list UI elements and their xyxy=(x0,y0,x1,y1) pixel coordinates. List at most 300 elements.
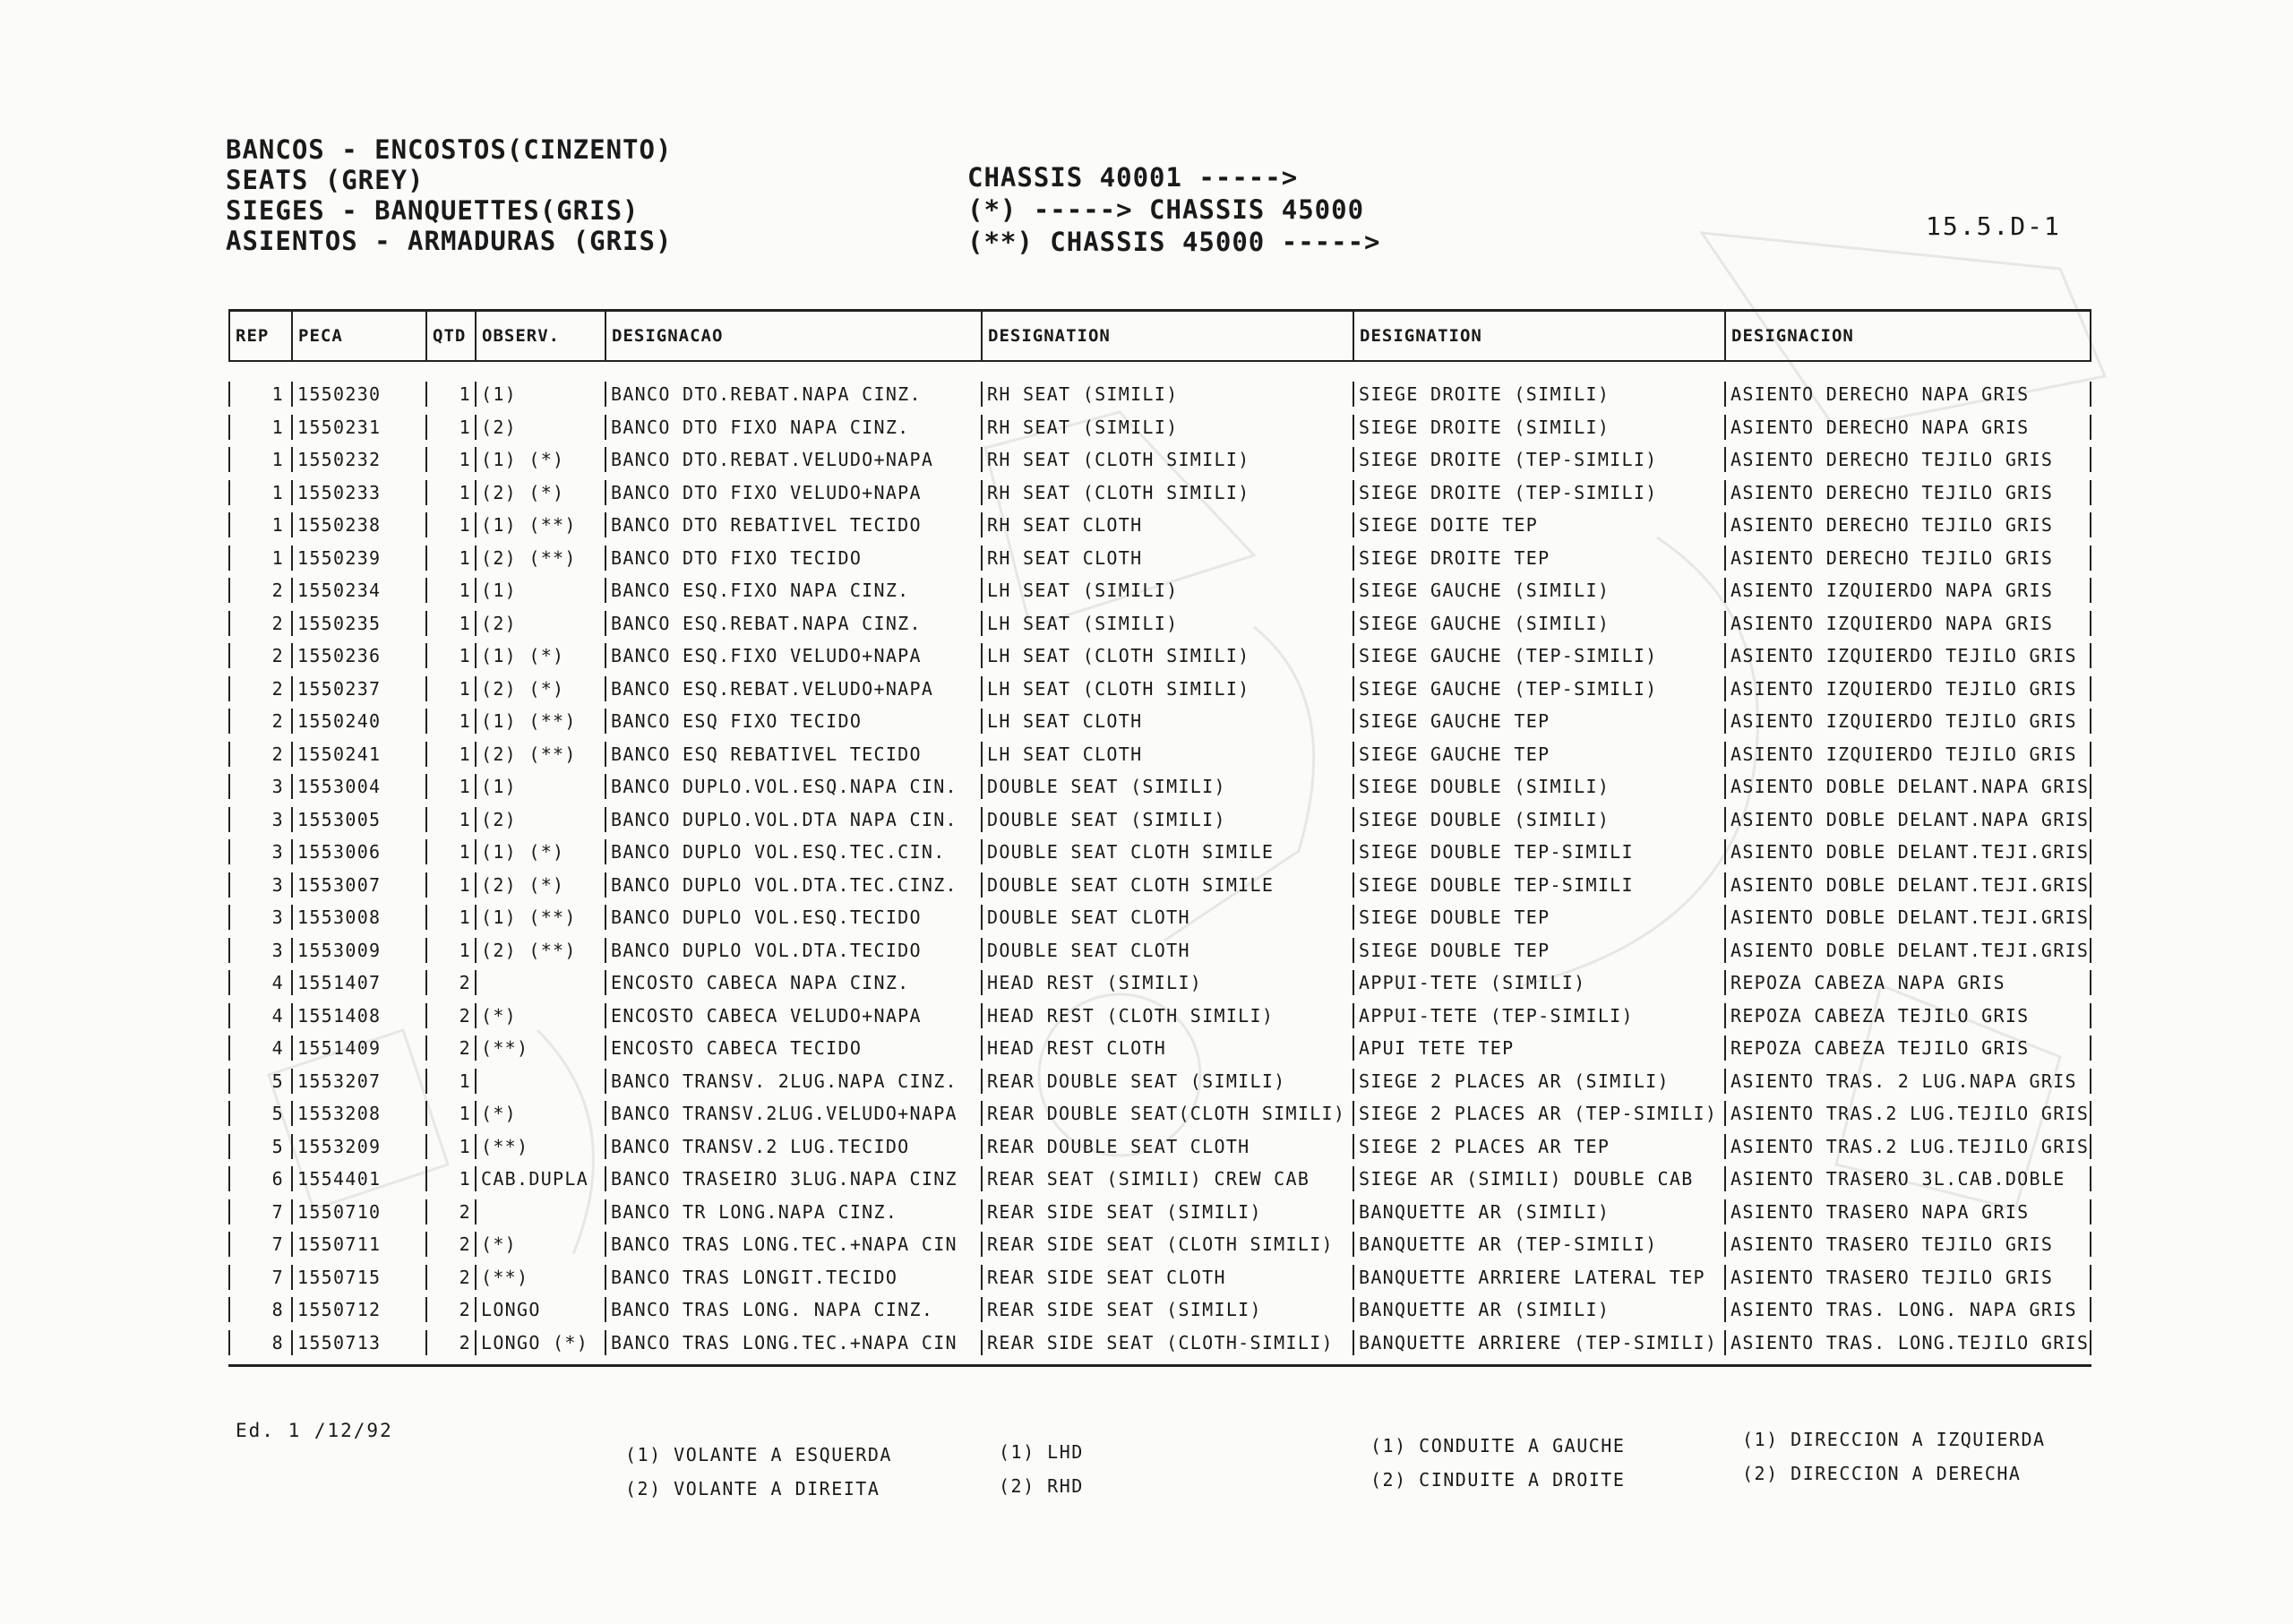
cell-peca: 1553209 xyxy=(291,1134,425,1159)
cell-designacion: ASIENTO TRAS.2 LUG.TEJILO GRIS xyxy=(1724,1101,2091,1126)
table-row xyxy=(228,509,2091,542)
cell-designacion: ASIENTO DOBLE DELANT.TEJI.GRIS xyxy=(1724,938,2091,963)
cell-designacao: BANCO DTO REBATIVEL TECIDO xyxy=(605,512,981,537)
table-row xyxy=(228,1261,2091,1294)
cell-designation-en: DOUBLE SEAT CLOTH SIMILE xyxy=(981,872,1353,898)
cell-designation-en: LH SEAT (SIMILI) xyxy=(981,578,1353,603)
cell-designation-en: DOUBLE SEAT CLOTH SIMILE xyxy=(981,839,1353,864)
cell-peca: 1550712 xyxy=(291,1297,425,1322)
cell-designacion: ASIENTO TRASERO 3L.CAB.DOBLE xyxy=(1724,1166,2091,1191)
cell-designation-en: LH SEAT CLOTH xyxy=(981,709,1353,734)
cell-rep: 3 xyxy=(228,839,291,864)
cell-designacion: REPOZA CABEZA TEJILO GRIS xyxy=(1724,1003,2091,1028)
cell-designation-en: HEAD REST CLOTH xyxy=(981,1035,1353,1061)
cell-designacao: BANCO TRANSV. 2LUG.NAPA CINZ. xyxy=(605,1069,981,1094)
cell-designation-fr: APUI TETE TEP xyxy=(1353,1035,1724,1061)
cell-designation-en: DOUBLE SEAT (SIMILI) xyxy=(981,774,1353,799)
cell-peca: 1550235 xyxy=(291,611,425,636)
cell-qty: 1 xyxy=(425,676,475,701)
title-line-pt: BANCOS - ENCOSTOS(CINZENTO) xyxy=(226,134,673,165)
cell-rep: 2 xyxy=(228,611,291,636)
table-row xyxy=(228,705,2091,738)
cell-observ: (1) (*) xyxy=(475,839,605,864)
cell-rep: 2 xyxy=(228,643,291,668)
cell-rep: 1 xyxy=(228,382,291,407)
cell-designation-fr: BANQUETTE ARRIERE LATERAL TEP xyxy=(1353,1265,1724,1290)
cell-designation-fr: APPUI-TETE (TEP-SIMILI) xyxy=(1353,1003,1724,1028)
cell-rep: 7 xyxy=(228,1265,291,1290)
page-reference: 15.5.D-1 xyxy=(1926,211,2061,241)
cell-qty: 2 xyxy=(425,1330,475,1355)
cell-designacao: BANCO DTO FIXO NAPA CINZ. xyxy=(605,415,981,440)
cell-designacao: BANCO TRANSV.2LUG.VELUDO+NAPA xyxy=(605,1101,981,1126)
cell-observ: (**) xyxy=(475,1035,605,1061)
table-row xyxy=(228,934,2091,967)
cell-rep: 2 xyxy=(228,578,291,603)
cell-qty: 2 xyxy=(425,1003,475,1028)
header-designacao: DESIGNACAO xyxy=(605,312,981,360)
cell-designacao: BANCO TRAS LONG.TEC.+NAPA CIN xyxy=(605,1232,981,1257)
cell-designation-fr: SIEGE DOUBLE TEP xyxy=(1353,905,1724,930)
cell-peca: 1551407 xyxy=(291,970,425,995)
table-row xyxy=(228,1130,2091,1164)
cell-designation-fr: BANQUETTE AR (SIMILI) xyxy=(1353,1297,1724,1322)
cell-observ: (*) xyxy=(475,1232,605,1257)
cell-peca: 1553009 xyxy=(291,938,425,963)
cell-designation-fr: SIEGE GAUCHE (TEP-SIMILI) xyxy=(1353,676,1724,701)
cell-designacion: ASIENTO TRAS. LONG. NAPA GRIS xyxy=(1724,1297,2091,1322)
cell-peca: 1553005 xyxy=(291,807,425,832)
cell-rep: 3 xyxy=(228,807,291,832)
cell-designacao: BANCO DUPLO VOL.DTA.TECIDO xyxy=(605,938,981,963)
cell-designacao: BANCO DUPLO.VOL.DTA NAPA CIN. xyxy=(605,807,981,832)
cell-peca: 1550234 xyxy=(291,578,425,603)
cell-designation-en: RH SEAT (SIMILI) xyxy=(981,415,1353,440)
cell-peca: 1550231 xyxy=(291,415,425,440)
table-body xyxy=(228,362,2091,1367)
legend-pt-2: (2) VOLANTE A DIREITA xyxy=(625,1478,880,1499)
cell-designation-fr: SIEGE DOUBLE TEP-SIMILI xyxy=(1353,839,1724,864)
cell-designacao: ENCOSTO CABECA TECIDO xyxy=(605,1035,981,1061)
table-row xyxy=(228,477,2091,510)
cell-rep: 5 xyxy=(228,1101,291,1126)
cell-designacao: BANCO ESQ.REBAT.NAPA CINZ. xyxy=(605,611,981,636)
legend-es-2: (2) DIRECCION A DERECHA xyxy=(1742,1463,2022,1484)
header-rep: REP xyxy=(228,312,291,360)
cell-rep: 2 xyxy=(228,676,291,701)
cell-designacao: BANCO DUPLO.VOL.ESQ.NAPA CIN. xyxy=(605,774,981,799)
cell-rep: 1 xyxy=(228,480,291,505)
cell-designation-fr: SIEGE GAUCHE TEP xyxy=(1353,709,1724,734)
cell-qty: 2 xyxy=(425,1199,475,1224)
cell-designation-fr: SIEGE DROITE (TEP-SIMILI) xyxy=(1353,447,1724,472)
table-row xyxy=(228,1196,2091,1229)
cell-designacao: BANCO TRAS LONGIT.TECIDO xyxy=(605,1265,981,1290)
cell-designacao: BANCO DUPLO VOL.ESQ.TEC.CIN. xyxy=(605,839,981,864)
cell-designacion: ASIENTO TRAS. LONG.TEJILO GRIS xyxy=(1724,1330,2091,1355)
legend-es-1: (1) DIRECCION A IZQUIERDA xyxy=(1742,1429,2046,1450)
cell-designation-fr: SIEGE 2 PLACES AR (SIMILI) xyxy=(1353,1069,1724,1094)
cell-qty: 1 xyxy=(425,512,475,537)
cell-rep: 1 xyxy=(228,447,291,472)
cell-designation-fr: SIEGE AR (SIMILI) DOUBLE CAB xyxy=(1353,1166,1724,1191)
cell-designacao: BANCO DTO FIXO TECIDO xyxy=(605,546,981,571)
cell-qty: 1 xyxy=(425,447,475,472)
cell-observ: (*) xyxy=(475,1003,605,1028)
cell-designation-en: RH SEAT (CLOTH SIMILI) xyxy=(981,480,1353,505)
cell-rep: 1 xyxy=(228,512,291,537)
cell-qty: 2 xyxy=(425,970,475,995)
cell-designacion: ASIENTO DOBLE DELANT.TEJI.GRIS xyxy=(1724,905,2091,930)
cell-designacion: ASIENTO IZQUIERDO TEJILO GRIS xyxy=(1724,676,2091,701)
cell-designacao: BANCO ESQ.FIXO NAPA CINZ. xyxy=(605,578,981,603)
cell-designation-fr: SIEGE GAUCHE TEP xyxy=(1353,742,1724,767)
cell-peca: 1550713 xyxy=(291,1330,425,1355)
cell-observ: (1) xyxy=(475,774,605,799)
cell-designation-fr: BANQUETTE AR (TEP-SIMILI) xyxy=(1353,1232,1724,1257)
cell-peca: 1550238 xyxy=(291,512,425,537)
cell-observ: (1) (*) xyxy=(475,447,605,472)
title-block xyxy=(226,134,672,256)
cell-rep: 5 xyxy=(228,1134,291,1159)
cell-designacao: BANCO ESQ FIXO TECIDO xyxy=(605,709,981,734)
cell-designacao: BANCO ESQ.FIXO VELUDO+NAPA xyxy=(605,643,981,668)
cell-peca: 1553007 xyxy=(291,872,425,898)
cell-designation-fr: SIEGE DROITE (SIMILI) xyxy=(1353,415,1724,440)
cell-designacion: ASIENTO DOBLE DELANT.TEJI.GRIS xyxy=(1724,839,2091,864)
cell-peca: 1550711 xyxy=(291,1232,425,1257)
cell-designacion: ASIENTO DERECHO TEJILO GRIS xyxy=(1724,546,2091,571)
cell-designacion: REPOZA CABEZA TEJILO GRIS xyxy=(1724,1035,2091,1061)
table-row xyxy=(228,443,2091,477)
cell-peca: 1553207 xyxy=(291,1069,425,1094)
cell-designation-fr: SIEGE GAUCHE (TEP-SIMILI) xyxy=(1353,643,1724,668)
cell-qty: 1 xyxy=(425,1069,475,1094)
cell-observ: LONGO xyxy=(475,1297,605,1322)
header-peca: PECA xyxy=(291,312,425,360)
cell-designation-en: HEAD REST (CLOTH SIMILI) xyxy=(981,1003,1353,1028)
cell-designation-fr: BANQUETTE AR (SIMILI) xyxy=(1353,1199,1724,1224)
cell-designacion: ASIENTO IZQUIERDO TEJILO GRIS xyxy=(1724,742,2091,767)
cell-peca: 1551408 xyxy=(291,1003,425,1028)
cell-designacion: ASIENTO TRASERO TEJILO GRIS xyxy=(1724,1232,2091,1257)
cell-designation-en: DOUBLE SEAT CLOTH xyxy=(981,938,1353,963)
legend-en-2: (2) RHD xyxy=(999,1475,1084,1497)
cell-observ: LONGO (*) xyxy=(475,1330,605,1355)
cell-designacion: ASIENTO TRASERO NAPA GRIS xyxy=(1724,1199,2091,1224)
table-row xyxy=(228,1293,2091,1327)
cell-rep: 4 xyxy=(228,1003,291,1028)
cell-designation-en: RH SEAT CLOTH xyxy=(981,546,1353,571)
cell-qty: 1 xyxy=(425,382,475,407)
table-row xyxy=(228,901,2091,934)
cell-observ: (1) xyxy=(475,578,605,603)
cell-rep: 3 xyxy=(228,905,291,930)
header-qty: QTD xyxy=(425,312,475,360)
cell-qty: 2 xyxy=(425,1297,475,1322)
cell-designacao: BANCO ESQ.REBAT.VELUDO+NAPA xyxy=(605,676,981,701)
table-row xyxy=(228,836,2091,869)
cell-observ: (2) (**) xyxy=(475,742,605,767)
cell-observ: (**) xyxy=(475,1134,605,1159)
header-designacion: DESIGNACION xyxy=(1724,312,2091,360)
table-row xyxy=(228,770,2091,803)
cell-peca: 1550230 xyxy=(291,382,425,407)
cell-peca: 1550236 xyxy=(291,643,425,668)
cell-designation-en: LH SEAT (CLOTH SIMILI) xyxy=(981,643,1353,668)
title-line-fr: SIEGES - BANQUETTES(GRIS) xyxy=(226,195,640,226)
cell-qty: 2 xyxy=(425,1035,475,1061)
cell-rep: 2 xyxy=(228,709,291,734)
table-row xyxy=(228,574,2091,607)
table-row xyxy=(228,607,2091,640)
cell-qty: 1 xyxy=(425,709,475,734)
cell-designation-en: REAR DOUBLE SEAT CLOTH xyxy=(981,1134,1353,1159)
legend-fr xyxy=(1370,1429,1625,1497)
cell-designation-fr: SIEGE DOUBLE TEP xyxy=(1353,938,1724,963)
cell-designation-fr: SIEGE 2 PLACES AR (TEP-SIMILI) xyxy=(1353,1101,1724,1126)
cell-peca: 1554401 xyxy=(291,1166,425,1191)
table-row xyxy=(228,1327,2091,1360)
cell-designation-fr: SIEGE DROITE (SIMILI) xyxy=(1353,382,1724,407)
cell-rep: 7 xyxy=(228,1232,291,1257)
cell-designation-en: DOUBLE SEAT (SIMILI) xyxy=(981,807,1353,832)
cell-designation-en: LH SEAT (SIMILI) xyxy=(981,611,1353,636)
table-row xyxy=(228,1097,2091,1130)
cell-designation-en: REAR DOUBLE SEAT(CLOTH SIMILI) xyxy=(981,1101,1353,1126)
cell-qty: 1 xyxy=(425,938,475,963)
legend-fr-1: (1) CONDUITE A GAUCHE xyxy=(1370,1435,1626,1456)
cell-rep: 5 xyxy=(228,1069,291,1094)
cell-peca: 1550237 xyxy=(291,676,425,701)
cell-rep: 7 xyxy=(228,1199,291,1224)
cell-designacao: BANCO DUPLO VOL.ESQ.TECIDO xyxy=(605,905,981,930)
cell-designacion: ASIENTO DERECHO TEJILO GRIS xyxy=(1724,480,2091,505)
legend-pt xyxy=(625,1438,892,1506)
cell-observ xyxy=(475,1069,605,1094)
cell-designation-fr: SIEGE DOUBLE (SIMILI) xyxy=(1353,774,1724,799)
cell-rep: 1 xyxy=(228,415,291,440)
legend-pt-1: (1) VOLANTE A ESQUERDA xyxy=(625,1444,892,1465)
table-row xyxy=(228,411,2091,444)
table-row xyxy=(228,673,2091,706)
cell-qty: 1 xyxy=(425,872,475,898)
cell-peca: 1550239 xyxy=(291,546,425,571)
cell-rep: 3 xyxy=(228,774,291,799)
header-designation-fr: DESIGNATION xyxy=(1353,312,1724,360)
cell-designacion: ASIENTO DOBLE DELANT.NAPA GRIS xyxy=(1724,774,2091,799)
table-row xyxy=(228,869,2091,902)
cell-rep: 8 xyxy=(228,1330,291,1355)
cell-qty: 1 xyxy=(425,546,475,571)
cell-designation-fr: SIEGE DOITE TEP xyxy=(1353,512,1724,537)
cell-qty: 2 xyxy=(425,1265,475,1290)
cell-designation-fr: BANQUETTE ARRIERE (TEP-SIMILI) xyxy=(1353,1330,1724,1355)
cell-designacion: ASIENTO IZQUIERDO NAPA GRIS xyxy=(1724,578,2091,603)
cell-designation-fr: APPUI-TETE (SIMILI) xyxy=(1353,970,1724,995)
cell-designation-en: LH SEAT CLOTH xyxy=(981,742,1353,767)
cell-peca: 1550715 xyxy=(291,1265,425,1290)
cell-observ: (2) (**) xyxy=(475,938,605,963)
cell-observ: (**) xyxy=(475,1265,605,1290)
cell-designacion: ASIENTO DERECHO NAPA GRIS xyxy=(1724,415,2091,440)
cell-designation-fr: SIEGE GAUCHE (SIMILI) xyxy=(1353,611,1724,636)
cell-qty: 1 xyxy=(425,774,475,799)
cell-observ: (2) xyxy=(475,611,605,636)
table-row xyxy=(228,1032,2091,1065)
cell-qty: 1 xyxy=(425,480,475,505)
cell-observ: (1) (**) xyxy=(475,905,605,930)
cell-peca: 1553004 xyxy=(291,774,425,799)
cell-peca: 1550710 xyxy=(291,1199,425,1224)
cell-peca: 1553208 xyxy=(291,1101,425,1126)
cell-designacao: BANCO ESQ REBATIVEL TECIDO xyxy=(605,742,981,767)
table-row xyxy=(228,967,2091,1000)
cell-designacion: ASIENTO TRASERO TEJILO GRIS xyxy=(1724,1265,2091,1290)
cell-designation-fr: SIEGE DOUBLE (SIMILI) xyxy=(1353,807,1724,832)
cell-rep: 6 xyxy=(228,1166,291,1191)
cell-designacion: ASIENTO IZQUIERDO TEJILO GRIS xyxy=(1724,643,2091,668)
cell-qty: 1 xyxy=(425,905,475,930)
cell-qty: 1 xyxy=(425,643,475,668)
cell-designation-en: HEAD REST (SIMILI) xyxy=(981,970,1353,995)
cell-qty: 1 xyxy=(425,839,475,864)
cell-designation-en: REAR SIDE SEAT (CLOTH-SIMILI) xyxy=(981,1330,1353,1355)
cell-observ xyxy=(475,970,605,995)
chassis-line-2: (*) -----> CHASSIS 45000 xyxy=(967,194,1365,225)
table-row xyxy=(228,1000,2091,1033)
cell-designation-en: RH SEAT (CLOTH SIMILI) xyxy=(981,447,1353,472)
cell-rep: 3 xyxy=(228,938,291,963)
cell-designacion: ASIENTO DERECHO TEJILO GRIS xyxy=(1724,512,2091,537)
cell-qty: 1 xyxy=(425,1166,475,1191)
cell-peca: 1550241 xyxy=(291,742,425,767)
title-line-en: SEATS (GREY) xyxy=(226,165,425,195)
cell-observ: (1) xyxy=(475,382,605,407)
cell-peca: 1550232 xyxy=(291,447,425,472)
cell-designation-en: REAR SIDE SEAT (SIMILI) xyxy=(981,1297,1353,1322)
cell-peca: 1553006 xyxy=(291,839,425,864)
cell-peca: 1551409 xyxy=(291,1035,425,1061)
cell-designacao: BANCO TRAS LONG.TEC.+NAPA CIN xyxy=(605,1330,981,1355)
edition-date: Ed. 1 /12/92 xyxy=(236,1420,393,1441)
cell-qty: 1 xyxy=(425,1101,475,1126)
cell-rep: 4 xyxy=(228,970,291,995)
cell-qty: 1 xyxy=(425,578,475,603)
cell-designacion: ASIENTO DOBLE DELANT.TEJI.GRIS xyxy=(1724,872,2091,898)
table-row xyxy=(228,1228,2091,1261)
cell-designacao: BANCO TR LONG.NAPA CINZ. xyxy=(605,1199,981,1224)
cell-designacao: ENCOSTO CABECA NAPA CINZ. xyxy=(605,970,981,995)
cell-observ: (2) xyxy=(475,415,605,440)
legend-fr-2: (2) CINDUITE A DROITE xyxy=(1370,1469,1626,1491)
cell-designation-fr: SIEGE DOUBLE TEP-SIMILI xyxy=(1353,872,1724,898)
cell-observ: (2) (*) xyxy=(475,872,605,898)
cell-qty: 2 xyxy=(425,1232,475,1257)
cell-rep: 1 xyxy=(228,546,291,571)
cell-peca: 1550233 xyxy=(291,480,425,505)
cell-observ: (2) xyxy=(475,807,605,832)
cell-designacion: ASIENTO DOBLE DELANT.NAPA GRIS xyxy=(1724,807,2091,832)
cell-designacao: BANCO TRASEIRO 3LUG.NAPA CINZ xyxy=(605,1166,981,1191)
cell-qty: 1 xyxy=(425,415,475,440)
legend-en xyxy=(999,1435,1084,1503)
cell-qty: 1 xyxy=(425,742,475,767)
cell-rep: 2 xyxy=(228,742,291,767)
cell-observ: CAB.DUPLA xyxy=(475,1166,605,1191)
cell-designacao: BANCO DTO.REBAT.VELUDO+NAPA xyxy=(605,447,981,472)
cell-designation-fr: SIEGE DROITE TEP xyxy=(1353,546,1724,571)
parts-table xyxy=(228,309,2091,1367)
cell-qty: 1 xyxy=(425,1134,475,1159)
table-row xyxy=(228,803,2091,837)
cell-rep: 8 xyxy=(228,1297,291,1322)
chassis-line-3: (**) CHASSIS 45000 -----> xyxy=(967,227,1381,257)
cell-designation-en: REAR SIDE SEAT (SIMILI) xyxy=(981,1199,1353,1224)
cell-designacion: ASIENTO IZQUIERDO TEJILO GRIS xyxy=(1724,709,2091,734)
table-row xyxy=(228,640,2091,673)
cell-designacao: BANCO TRANSV.2 LUG.TECIDO xyxy=(605,1134,981,1159)
cell-rep: 3 xyxy=(228,872,291,898)
cell-designacao: BANCO DUPLO VOL.DTA.TEC.CINZ. xyxy=(605,872,981,898)
cell-observ xyxy=(475,1199,605,1224)
cell-designation-en: DOUBLE SEAT CLOTH xyxy=(981,905,1353,930)
cell-designation-fr: SIEGE 2 PLACES AR TEP xyxy=(1353,1134,1724,1159)
cell-designacion: ASIENTO DERECHO NAPA GRIS xyxy=(1724,382,2091,407)
cell-designacao: ENCOSTO CABECA VELUDO+NAPA xyxy=(605,1003,981,1028)
header-designation-en: DESIGNATION xyxy=(981,312,1353,360)
table-row xyxy=(228,738,2091,771)
cell-designation-en: REAR DOUBLE SEAT (SIMILI) xyxy=(981,1069,1353,1094)
chassis-line-1: CHASSIS 40001 -----> xyxy=(967,162,1299,193)
cell-designation-en: LH SEAT (CLOTH SIMILI) xyxy=(981,676,1353,701)
legend-en-1: (1) LHD xyxy=(999,1441,1084,1463)
cell-designacao: BANCO TRAS LONG. NAPA CINZ. xyxy=(605,1297,981,1322)
legend-es xyxy=(1742,1422,2046,1491)
cell-observ: (2) (*) xyxy=(475,480,605,505)
table-row xyxy=(228,1163,2091,1196)
table-header xyxy=(228,312,2091,362)
cell-designacion: REPOZA CABEZA NAPA GRIS xyxy=(1724,970,2091,995)
cell-peca: 1550240 xyxy=(291,709,425,734)
cell-qty: 1 xyxy=(425,807,475,832)
cell-rep: 4 xyxy=(228,1035,291,1061)
cell-designation-en: REAR SEAT (SIMILI) CREW CAB xyxy=(981,1166,1353,1191)
cell-designation-en: RH SEAT (SIMILI) xyxy=(981,382,1353,407)
cell-designacao: BANCO DTO.REBAT.NAPA CINZ. xyxy=(605,382,981,407)
header-obs: OBSERV. xyxy=(475,312,605,360)
cell-observ: (1) (*) xyxy=(475,643,605,668)
cell-qty: 1 xyxy=(425,611,475,636)
cell-designation-en: RH SEAT CLOTH xyxy=(981,512,1353,537)
cell-designation-en: REAR SIDE SEAT (CLOTH SIMILI) xyxy=(981,1232,1353,1257)
cell-designacion: ASIENTO IZQUIERDO NAPA GRIS xyxy=(1724,611,2091,636)
cell-observ: (2) (*) xyxy=(475,676,605,701)
cell-observ: (1) (**) xyxy=(475,512,605,537)
title-line-es: ASIENTOS - ARMADURAS (GRIS) xyxy=(226,226,673,256)
cell-designation-fr: SIEGE DROITE (TEP-SIMILI) xyxy=(1353,480,1724,505)
cell-designacion: ASIENTO DERECHO TEJILO GRIS xyxy=(1724,447,2091,472)
chassis-block xyxy=(967,161,1381,258)
cell-observ: (2) (**) xyxy=(475,546,605,571)
cell-designacao: BANCO DTO FIXO VELUDO+NAPA xyxy=(605,480,981,505)
cell-designacion: ASIENTO TRAS. 2 LUG.NAPA GRIS xyxy=(1724,1069,2091,1094)
cell-observ: (1) (**) xyxy=(475,709,605,734)
cell-designation-fr: SIEGE GAUCHE (SIMILI) xyxy=(1353,578,1724,603)
cell-peca: 1553008 xyxy=(291,905,425,930)
cell-designation-en: REAR SIDE SEAT CLOTH xyxy=(981,1265,1353,1290)
table-row xyxy=(228,1065,2091,1098)
